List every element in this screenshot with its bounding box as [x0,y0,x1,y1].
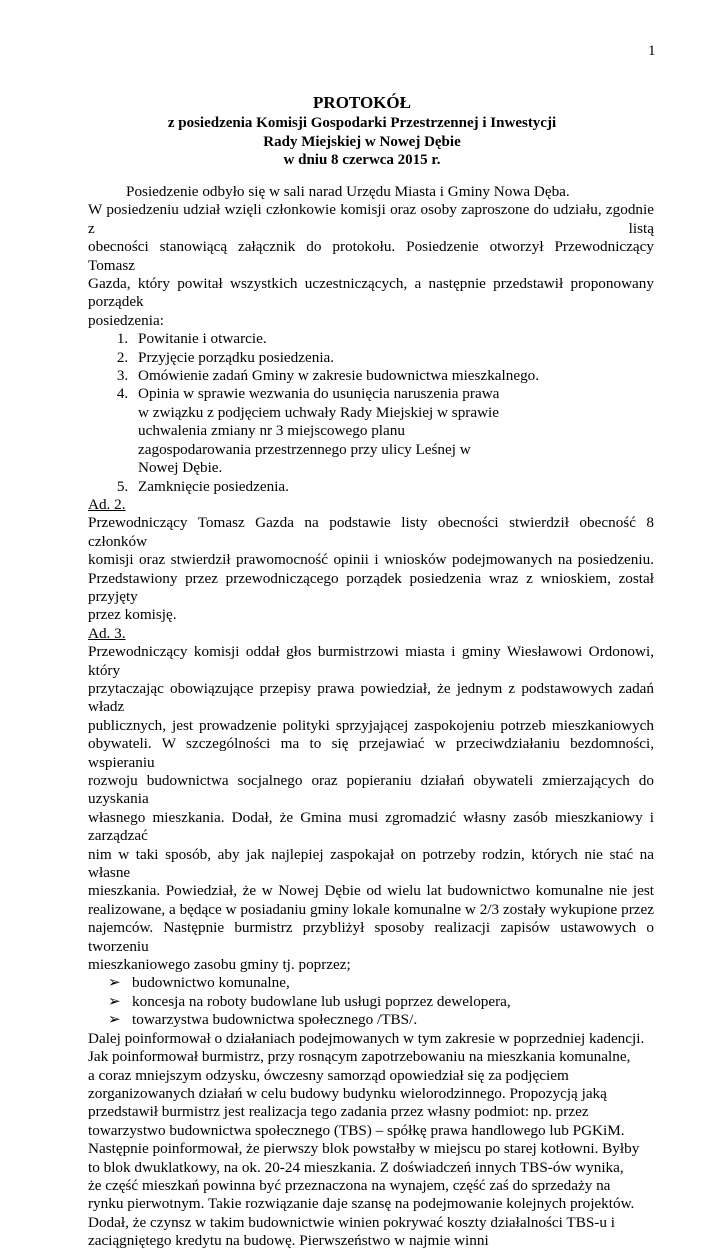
ad3-paragraph: Dalej poinformował o działaniach podejmowanych w tym zakresie w poprzedniej kadencji. [88,1029,645,1047]
document-body [88,183,654,1251]
intro-line: Gazda, który powitał wszystkich uczestniczących, a następnie przedstawił proponowany porządek [88,275,654,311]
ad2-line: Przewodniczący Tomasz Gazda na podstawie listy obecności stwierdził obecność 8 członków [88,514,654,550]
list-item [108,974,654,992]
ad3-line: mieszkaniowego zasobu gminy tj. poprzez; [88,956,351,974]
list-item [108,1011,654,1029]
list-item [108,993,654,1011]
list-item-text: budownictwo komunalne, [132,974,290,992]
meeting-date: w dniu 8 czerwca 2015 r. [283,152,441,168]
agenda-item: 2. Przyjęcie porządku posiedzenia. [132,349,654,367]
intro-paragraph-1: Posiedzenie odbyło się w sali narad Urzędu Miasta i Gminy Nowa Dęba. [126,183,570,200]
list-item-text: towarzystwa budownictwa społecznego /TBS/. [132,1011,418,1029]
arrow-bullet-icon: ➢ [108,1011,121,1029]
document-header [0,92,724,170]
list-item-text: koncesja na roboty budowlane lub usługi poprzez dewelopera, [132,992,511,1010]
ad2-line: Przedstawiony przez przewodniczącego porządek posiedzenia wraz z wnioskiem, został przyjęty [88,569,654,605]
ad3-line: nim w taki sposób, aby jak najlepiej zaspokajał on potrzeby rodzin, których nie stać na własne [88,845,654,882]
ad2-line: komisji oraz stwierdził prawomocność opinii i wniosków podejmowanych na posiedzeniu. [88,551,654,569]
page-number: 1 [648,43,656,59]
ad3-line: przytaczając obowiązujące przepisy prawa powiedział, że jednym z podstawowych zadań władz [88,679,654,716]
ad3-line: publicznych, jest prowadzenie polityki sprzyjającej zaspokojeniu potrzeb mieszkaniowych [88,716,654,734]
agenda-list [88,330,654,496]
intro-line: posiedzenia: [88,311,164,329]
agenda-item: 4. Opinia w sprawie wezwania do usunięcia naruszenia prawa w związku z podjęciem uchwały Rady Miejskiej w sprawie uchwalenia zmiany nr 3 miejscowego planu zagospodarowania przestrzennego przy ulicy Leśnej w Nowej Dębie. [132,385,654,477]
agenda-item: 3. Omówienie zadań Gminy w zakresie budownictwa mieszkalnego. [132,367,654,385]
ad2-heading: Ad. 2. [88,495,126,513]
document-subtitle: z posiedzenia Komisji Gospodarki Przestrzennej i Inwestycji [167,115,557,131]
intro-line: W posiedzeniu udział wzięli członkowie komisji oraz osoby zaproszone do udziału, zgodnie z listą [88,201,654,237]
intro-line: obecności stanowiącą załącznik do protokołu. Posiedzenie otworzył Przewodniczący Tomasz [88,238,654,274]
ad3-line: obywateli. W szczególności ma to się przejawiać w przeciwdziałaniu bezdomności, wspieraniu [88,735,654,771]
ad3-line: własnego mieszkania. Dodał, że Gmina musi zgromadzić własny zasób mieszkaniowy i zarządzać [88,808,654,845]
ad3-line: mieszkania. Powiedział, że w Nowej Dębie od wielu lat budownictwo komunalne nie jest [88,882,654,900]
ad3-line: realizowane, a będące w posiadaniu gminy lokale komunalne w 2/3 zostały wykupione przez [88,900,654,918]
agenda-item: 5. Zamknięcie posiedzenia. [132,478,654,496]
ad3-line: Przewodniczący komisji oddał głos burmistrzowi miasta i gminy Wiesławowi Ordonowi, który [88,643,654,679]
council-name: Rady Miejskiej w Nowej Dębie [263,133,461,150]
ad3-paragraph: Jak poinformował burmistrz, przy rosnącym zapotrzebowaniu na mieszkania komunalne, a coraz mniejszym odzysku, ówczesny samorząd opowiedział się za podjęciem zorganizowanych działań w celu budowy budynku wielorodzinnego. Propozycją jaką przedstawił burmistrz jest realizacja tego zadania przez własny podmiot: np. przez towarzystwo budownictwa społecznego (TBS) – spółkę prawa handlowego lub PGKiM. Następnie poinformował, że pierwszy blok powstałby w miejscu po starej kotłowni. Byłby to blok dwuklatkowy, na ok. 20-24 mieszkania. Z doświadczeń innych TBS-ów wynika, że część mieszkań powinna być przeznaczona na wynajem, część zaś do sprzedaży na rynku pierwotnym. Takie rozwiązanie daje szansę na podejmowanie kolejnych projektów. Dodał, że czynsz w takim budownictwie winien pokrywać koszty działalności TBS-u i zaciągniętego kredytu na budowę. Pierwszeństwo w najmie winni [88,1048,640,1250]
construction-forms-list [88,974,654,1029]
arrow-bullet-icon: ➢ [108,992,121,1010]
agenda-item: 1. Powitanie i otwarcie. [132,330,654,348]
ad3-line: najemców. Następnie burmistrz przybliżył sposoby realizacji zapisów ustawowych o tworzeniu [88,919,654,955]
arrow-bullet-icon: ➢ [108,974,121,992]
document-title: PROTOKÓŁ [313,93,411,112]
ad3-line: rozwoju budownictwa socjalnego oraz popieraniu działań obywateli zmierzających do uzyskania [88,772,654,808]
ad3-heading: Ad. 3. [88,624,126,642]
ad2-line: przez komisję. [88,606,177,624]
